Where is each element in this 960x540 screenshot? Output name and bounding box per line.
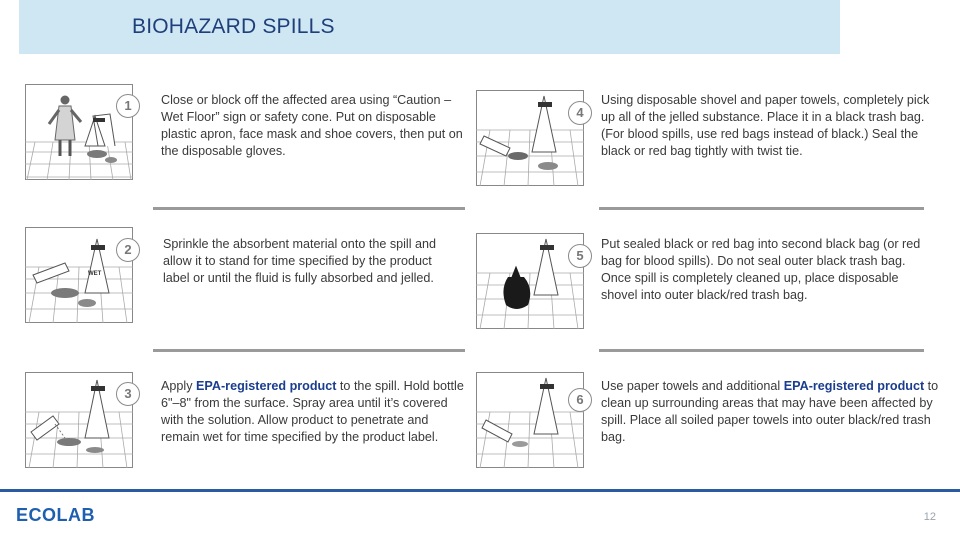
divider <box>599 349 924 352</box>
step-3-text: Apply EPA-registered product to the spill. Hold bottle 6"–8" from the surface. Spray area until it’s covered with the solution. Allow product to penetrate and remain wet for time specified by the product label. <box>161 379 464 444</box>
step-2-badge: 2 <box>116 238 140 262</box>
footer-divider <box>0 489 960 492</box>
step-5-badge: 5 <box>568 244 592 268</box>
step-3-badge: 3 <box>116 382 140 406</box>
epa-product-emphasis: EPA-registered product <box>783 379 925 393</box>
step-4-text: Using disposable shovel and paper towels, completely pick up all of the jelled substance. Place it in a black trash bag. (For blood spills, use red bags instead of black.) Seal the black or red bag tightly with twist tie. <box>601 93 930 158</box>
divider <box>153 349 465 352</box>
step-1-illustration <box>25 84 133 180</box>
step-5-illustration <box>476 233 584 329</box>
step-5-text: Put sealed black or red bag into second black bag (or red bag for blood spills). Do not seal outer black trash bag. Once spill is completely cleaned up, place disposable shovel into outer black/red trash bag. <box>601 237 921 302</box>
sign-wet-label: WET <box>88 271 102 277</box>
step-1-text: Close or block off the affected area using “Caution – Wet Floor” sign or safety cone. Put on disposable plastic apron, face mask and shoe covers, then put on the disposable gloves. <box>161 93 463 158</box>
step-4-illustration <box>476 90 584 186</box>
ecolab-logo-text: ECOLAB <box>16 505 95 525</box>
epa-product-emphasis: EPA-registered product <box>196 379 337 393</box>
step-3-illustration <box>25 372 133 468</box>
step-1-badge: 1 <box>116 94 140 118</box>
step-2-illustration <box>25 227 133 323</box>
page-title: BIOHAZARD SPILLS <box>132 15 335 38</box>
step-2-text: Sprinkle the absorbent material onto the spill and allow it to stand for time specified by the product label or until the fluid is fully absorbed and jelled. <box>163 237 437 285</box>
step-6-badge: 6 <box>568 388 592 412</box>
step-4-badge: 4 <box>568 101 592 125</box>
step-6-text: Use paper towels and additional EPA-registered product to clean up surrounding areas that may have been affected by spill. Place all soiled paper towels into outer black/red trash bag. <box>601 379 939 444</box>
ecolab-logo <box>16 505 116 525</box>
divider <box>599 207 924 210</box>
divider <box>153 207 465 210</box>
step-6-illustration <box>476 372 584 468</box>
page-number: 12 <box>923 511 936 523</box>
